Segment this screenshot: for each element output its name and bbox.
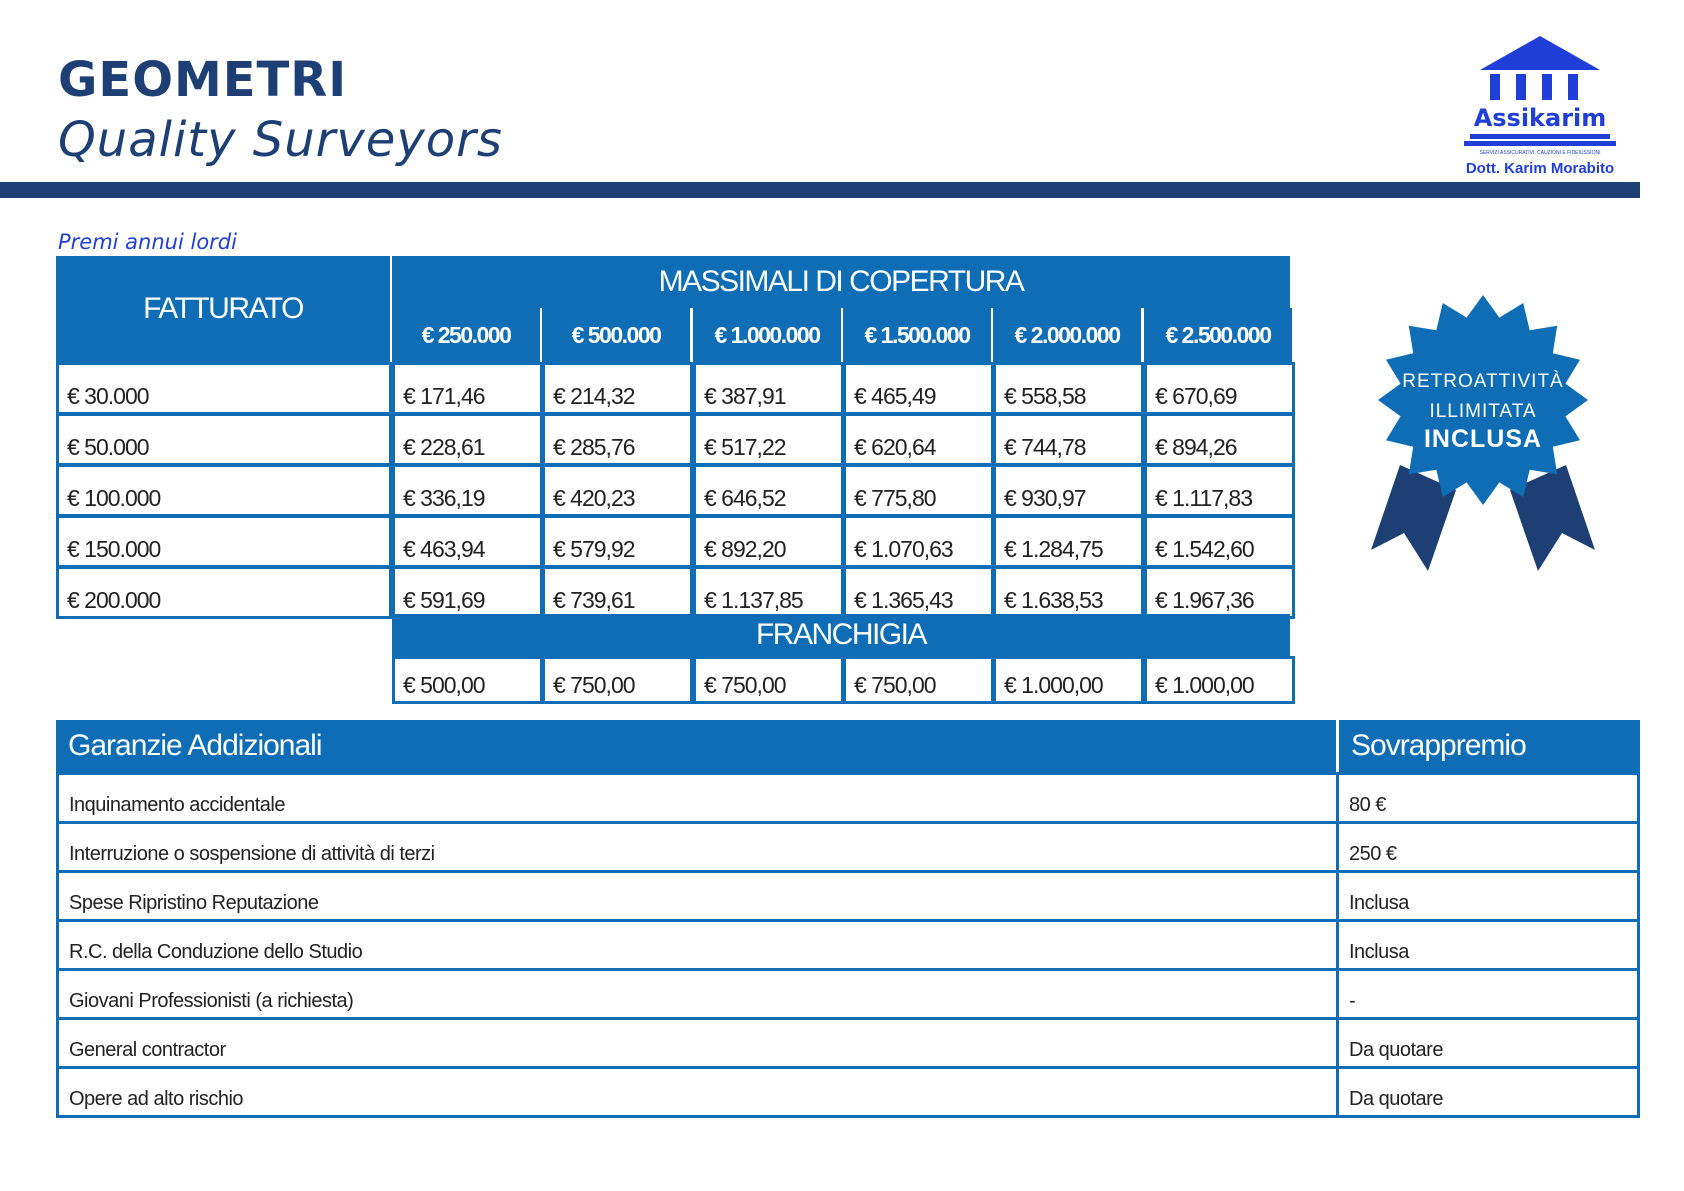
fatturato-cell: € 50.000 <box>56 413 392 466</box>
premium-cell: € 336,19 <box>392 464 543 517</box>
premium-cell: € 171,46 <box>392 362 543 415</box>
premium-cell: € 894,26 <box>1144 413 1295 466</box>
garanzia-name-cell: Giovani Professionisti (a richiesta) <box>56 968 1339 1020</box>
premium-table <box>56 256 1290 704</box>
premium-cell: € 739,61 <box>542 566 693 619</box>
fatturato-cell: € 200.000 <box>56 566 392 619</box>
premium-cell: € 1.967,36 <box>1144 566 1295 619</box>
badge-line-2: ILLIMITATA <box>1429 401 1537 422</box>
premium-cell: € 517,22 <box>693 413 844 466</box>
premium-cell: € 775,80 <box>843 464 994 517</box>
sovrappremio-cell: 250 € <box>1336 821 1640 873</box>
franchigia-cell: € 1.000,00 <box>1144 656 1295 704</box>
premium-cell: € 214,32 <box>542 362 693 415</box>
premium-cell: € 1.137,85 <box>693 566 844 619</box>
sovrappremio-cell: - <box>1336 968 1640 1020</box>
fatturato-header: FATTURATO <box>56 256 390 362</box>
premium-cell: € 670,69 <box>1144 362 1295 415</box>
fatturato-cell: € 150.000 <box>56 515 392 568</box>
premium-cell: € 463,94 <box>392 515 543 568</box>
garanzie-table <box>56 720 1640 1116</box>
premium-cell: € 1.117,83 <box>1144 464 1295 517</box>
sovrappremio-cell: 80 € <box>1336 772 1640 824</box>
sovrappremio-header: Sovrappremio <box>1339 720 1640 772</box>
premium-cell: € 892,20 <box>693 515 844 568</box>
premium-cell: € 558,58 <box>993 362 1144 415</box>
building-icon <box>1440 30 1640 110</box>
franchigia-cell: € 750,00 <box>693 656 844 704</box>
logo-name: Assikarim <box>1473 104 1607 132</box>
premium-cell: € 1.284,75 <box>993 515 1144 568</box>
franchigia-header: FRANCHIGIA <box>392 614 1290 656</box>
premium-cell: € 620,64 <box>843 413 994 466</box>
premium-cell: € 930,97 <box>993 464 1144 517</box>
premium-cell: € 1.365,43 <box>843 566 994 619</box>
retroattivita-badge <box>1368 285 1598 575</box>
page-title: GEOMETRI <box>58 52 348 108</box>
logo-tagline: SERVIZI ASSICURATIVI, CAUZIONI E FIDEIUSSIONI <box>1479 150 1601 156</box>
garanzia-name-cell: Spese Ripristino Reputazione <box>56 870 1339 922</box>
premium-cell: € 228,61 <box>392 413 543 466</box>
premium-cell: € 387,91 <box>693 362 844 415</box>
massimale-col-header: € 250.000 <box>392 308 540 362</box>
premium-cell: € 646,52 <box>693 464 844 517</box>
massimale-col-header: € 2.000.000 <box>993 308 1141 362</box>
page-subtitle: Quality Surveyors <box>58 112 503 168</box>
logo-person: Dott. Karim Morabito <box>1465 160 1615 177</box>
fatturato-cell: € 100.000 <box>56 464 392 517</box>
massimale-col-header: € 1.500.000 <box>843 308 991 362</box>
massimali-header: MASSIMALI DI COPERTURA <box>392 256 1290 308</box>
sovrappremio-cell: Inclusa <box>1336 870 1640 922</box>
massimale-col-header: € 1.000.000 <box>693 308 841 362</box>
fatturato-cell: € 30.000 <box>56 362 392 415</box>
company-logo <box>1440 30 1640 190</box>
premi-label: Premi annui lordi <box>58 230 237 254</box>
massimale-col-header: € 500.000 <box>542 308 690 362</box>
badge-line-1: RETROATTIVITÀ <box>1402 371 1564 392</box>
premium-cell: € 1.070,63 <box>843 515 994 568</box>
premium-cell: € 579,92 <box>542 515 693 568</box>
massimale-col-header: € 2.500.000 <box>1144 308 1292 362</box>
premium-cell: € 420,23 <box>542 464 693 517</box>
premium-cell: € 465,49 <box>843 362 994 415</box>
franchigia-cell: € 500,00 <box>392 656 543 704</box>
garanzia-name-cell: General contractor <box>56 1017 1339 1069</box>
sovrappremio-cell: Da quotare <box>1336 1017 1640 1069</box>
badge-line-3: INCLUSA <box>1423 425 1543 453</box>
franchigia-cell: € 750,00 <box>843 656 994 704</box>
header-divider <box>0 182 1640 198</box>
premium-cell: € 285,76 <box>542 413 693 466</box>
sovrappremio-cell: Da quotare <box>1336 1066 1640 1118</box>
garanzia-name-cell: R.C. della Conduzione dello Studio <box>56 919 1339 971</box>
premium-cell: € 744,78 <box>993 413 1144 466</box>
premium-cell: € 1.638,53 <box>993 566 1144 619</box>
franchigia-cell: € 1.000,00 <box>993 656 1144 704</box>
garanzie-header: Garanzie Addizionali <box>56 720 1336 772</box>
franchigia-cell: € 750,00 <box>542 656 693 704</box>
sovrappremio-cell: Inclusa <box>1336 919 1640 971</box>
garanzia-name-cell: Opere ad alto rischio <box>56 1066 1339 1118</box>
premium-cell: € 1.542,60 <box>1144 515 1295 568</box>
premium-cell: € 591,69 <box>392 566 543 619</box>
garanzia-name-cell: Interruzione o sospensione di attività di terzi <box>56 821 1339 873</box>
garanzia-name-cell: Inquinamento accidentale <box>56 772 1339 824</box>
